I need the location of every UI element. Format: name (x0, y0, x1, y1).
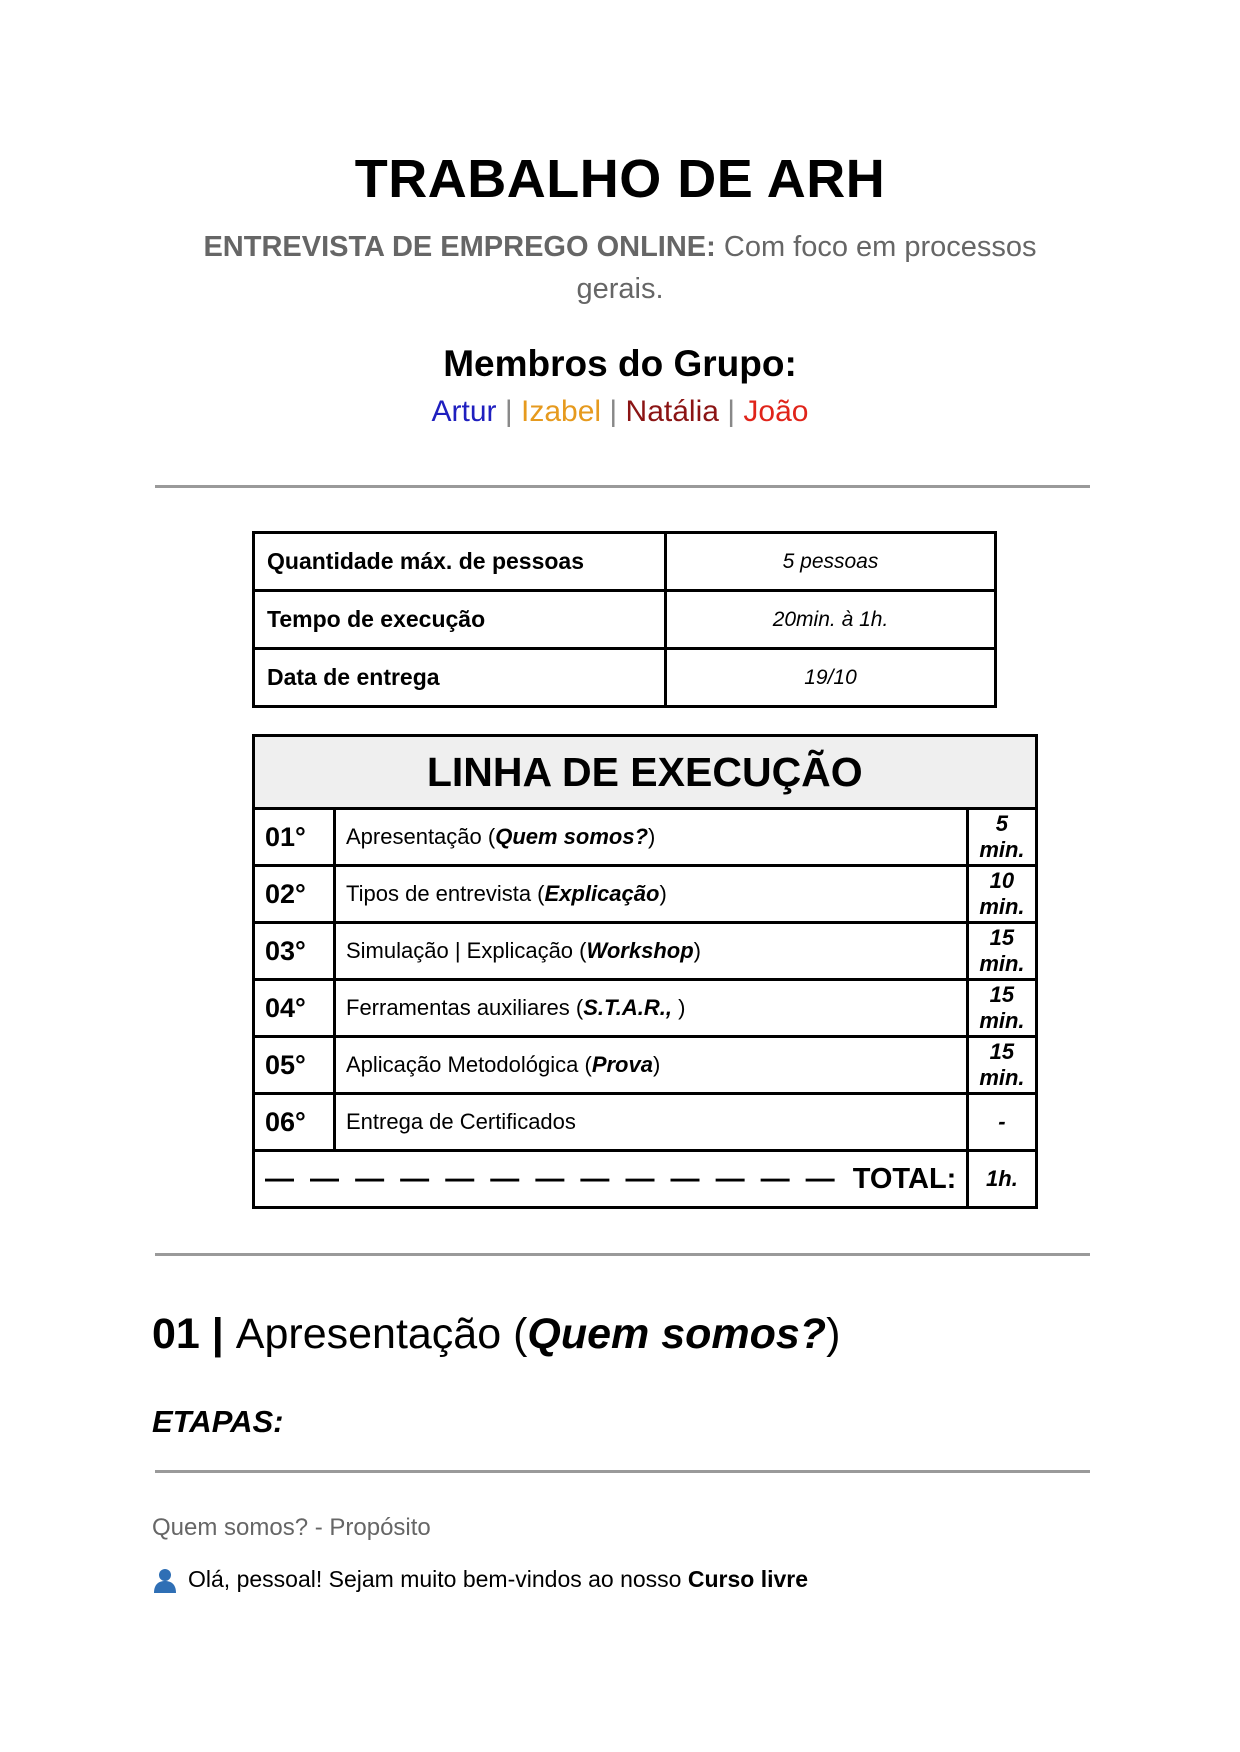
row-duration: 10 min. (968, 866, 1036, 923)
member-separator: | (504, 395, 513, 428)
divider (155, 1253, 1090, 1256)
info-table (252, 531, 997, 708)
greeting-line (152, 1566, 808, 1593)
row-duration: 15 min. (968, 1037, 1036, 1094)
execution-row (254, 809, 1037, 866)
member-separator: | (727, 395, 736, 428)
execution-table (252, 734, 1038, 1209)
row-number: 05° (254, 1037, 335, 1094)
info-label: Quantidade máx. de pessoas (254, 533, 666, 591)
info-row (254, 533, 996, 591)
execution-row (254, 980, 1037, 1037)
row-task: Ferramentas auxiliares (S.T.A.R., ) (335, 980, 968, 1037)
row-task: Simulação | Explicação (Workshop) (335, 923, 968, 980)
row-task: Tipos de entrevista (Explicação) (335, 866, 968, 923)
total-dashes: — — — — — — — — — — — — — (265, 1162, 839, 1195)
section-separator: | (199, 1310, 236, 1358)
info-row (254, 591, 996, 649)
info-value: 5 pessoas (666, 533, 996, 591)
row-number: 03° (254, 923, 335, 980)
sub-caption: Quem somos? - Propósito (152, 1514, 431, 1541)
members-heading: Membros do Grupo: (443, 343, 797, 384)
info-row (254, 649, 996, 707)
row-number: 01° (254, 809, 335, 866)
row-duration: - (968, 1094, 1036, 1151)
row-task: Apresentação (Quem somos?) (335, 809, 968, 866)
section-title-end: ) (826, 1310, 841, 1358)
subtitle-bold: ENTREVISTA DE EMPREGO ONLINE: (203, 231, 716, 263)
row-number: 06° (254, 1094, 335, 1151)
person-icon (152, 1567, 178, 1593)
row-number: 04° (254, 980, 335, 1037)
total-row (254, 1151, 1037, 1208)
member-name: João (743, 395, 809, 428)
row-duration: 5 min. (968, 809, 1036, 866)
greeting-text: Olá, pessoal! Sejam muito bem-vindos ao nosso (188, 1566, 688, 1592)
section-heading (152, 1310, 840, 1359)
info-value: 19/10 (666, 649, 996, 707)
info-label: Tempo de execução (254, 591, 666, 649)
execution-row (254, 1037, 1037, 1094)
info-value: 20min. à 1h. (666, 591, 996, 649)
members-list (0, 395, 1240, 429)
execution-heading: LINHA DE EXECUÇÃO (254, 736, 1037, 809)
member-name: Izabel (521, 395, 602, 428)
section-title-emphasis: Quem somos? (527, 1310, 827, 1358)
subtitle-rest: Com foco em processos gerais. (576, 231, 1037, 305)
member-name: Artur (431, 395, 497, 428)
section-number: 01 (152, 1310, 200, 1358)
member-separator: | (609, 395, 618, 428)
divider (155, 1470, 1090, 1473)
document-title: TRABALHO DE ARH (354, 149, 886, 209)
total-label: TOTAL: (852, 1162, 957, 1195)
greeting-bold: Curso livre (687, 1566, 809, 1592)
document-subtitle (160, 226, 1080, 310)
row-duration: 15 min. (968, 923, 1036, 980)
member-name: Natália (625, 395, 719, 428)
row-task: Aplicação Metodológica (Prova) (335, 1037, 968, 1094)
info-label: Data de entrega (254, 649, 666, 707)
execution-row (254, 1094, 1037, 1151)
divider (155, 485, 1090, 488)
row-duration: 15 min. (968, 980, 1036, 1037)
etapas-label: ETAPAS: (152, 1404, 284, 1439)
row-task: Entrega de Certificados (335, 1094, 968, 1151)
section-title: Apresentação ( (235, 1310, 528, 1358)
total-value: 1h. (968, 1151, 1036, 1208)
execution-row (254, 923, 1037, 980)
execution-row (254, 866, 1037, 923)
total-label-cell (254, 1151, 968, 1208)
row-number: 02° (254, 866, 335, 923)
